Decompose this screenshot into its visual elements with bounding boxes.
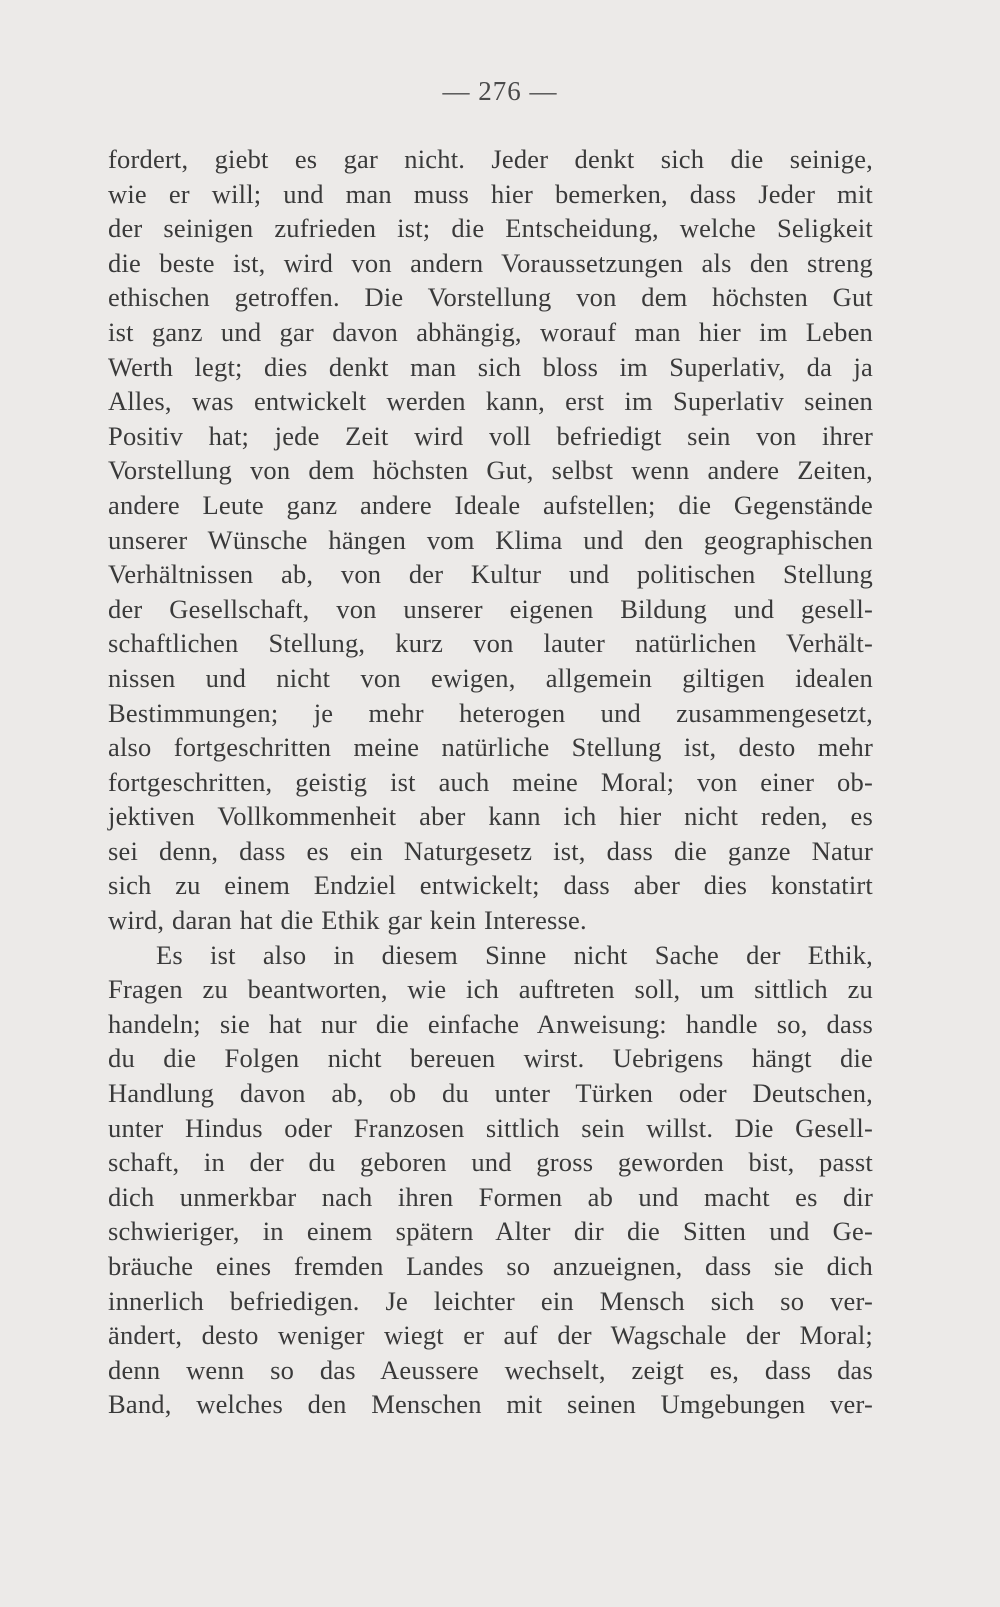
text-line: der Gesellschaft, von unserer eigenen Bildung und gesell- bbox=[108, 593, 873, 624]
text-line: Verhältnissen ab, von der Kultur und politischen Stellung bbox=[108, 559, 873, 590]
text-line: wird, daran hat die Ethik gar kein Interesse. bbox=[108, 905, 587, 936]
text-line: Handlung davon ab, ob du unter Türken oder Deutschen, bbox=[108, 1078, 873, 1109]
text-line: innerlich befriedigen. Je leichter ein Mensch sich so ver- bbox=[108, 1285, 873, 1316]
text-line: ändert, desto weniger wiegt er auf der Wagschale der Moral; bbox=[108, 1320, 873, 1351]
text-line: Band, welches den Menschen mit seinen Umgebungen ver- bbox=[108, 1389, 873, 1420]
text-line: sei denn, dass es ein Naturgesetz ist, dass die ganze Natur bbox=[108, 835, 873, 866]
text-line: Fragen zu beantworten, wie ich auftreten soll, um sittlich zu bbox=[108, 974, 873, 1005]
text-line: schwieriger, in einem spätern Alter dir die Sitten und Ge- bbox=[108, 1216, 873, 1247]
text-line: unserer Wünsche hängen vom Klima und den geographischen bbox=[108, 524, 873, 555]
text-line: sich zu einem Endziel entwickelt; dass aber dies konstatirt bbox=[108, 870, 873, 901]
text-line: ethischen getroffen. Die Vorstellung von dem höchsten Gut bbox=[108, 282, 873, 313]
text-line: der seinigen zufrieden ist; die Entscheidung, welche Seligkeit bbox=[108, 213, 873, 244]
text-line: handeln; sie hat nur die einfache Anweisung: handle so, dass bbox=[108, 1008, 873, 1039]
text-line: fortgeschritten, geistig ist auch meine Moral; von einer ob- bbox=[108, 766, 873, 797]
text-line: andere Leute ganz andere Ideale aufstellen; die Gegenstände bbox=[108, 489, 873, 520]
page-number: — 276 — bbox=[442, 76, 558, 106]
text-line: schaftlichen Stellung, kurz von lauter natürlichen Verhält- bbox=[108, 628, 873, 659]
text-line: fordert, giebt es gar nicht. Jeder denkt sich die seinige, bbox=[108, 144, 873, 174]
text-line: dich unmerkbar nach ihren Formen ab und macht es dir bbox=[108, 1181, 873, 1212]
text-line: also fortgeschritten meine natürliche Stellung ist, desto mehr bbox=[108, 732, 873, 763]
text-line: Alles, was entwickelt werden kann, erst im Superlativ seinen bbox=[108, 386, 873, 417]
text-line: Es ist also in diesem Sinne nicht Sache der Ethik, bbox=[156, 939, 873, 970]
body-text bbox=[108, 142, 873, 1422]
text-line: jektiven Vollkommenheit aber kann ich hier nicht reden, es bbox=[108, 801, 873, 832]
text-line: nissen und nicht von ewigen, allgemein giltigen idealen bbox=[108, 662, 873, 693]
text-line: Bestimmungen; je mehr heterogen und zusammengesetzt, bbox=[108, 697, 873, 728]
text-line: Vorstellung von dem höchsten Gut, selbst wenn andere Zeiten, bbox=[108, 455, 873, 486]
text-line: unter Hindus oder Franzosen sittlich sein willst. Die Gesell- bbox=[108, 1112, 873, 1143]
text-line: Positiv hat; jede Zeit wird voll befriedigt sein von ihrer bbox=[108, 420, 873, 451]
text-line: die beste ist, wird von andern Voraussetzungen als den streng bbox=[108, 247, 873, 278]
text-line: Werth legt; dies denkt man sich bloss im Superlativ, da ja bbox=[108, 351, 873, 382]
text-line: schaft, in der du geboren und gross geworden bist, passt bbox=[108, 1147, 873, 1178]
text-line: denn wenn so das Aeussere wechselt, zeigt es, dass das bbox=[108, 1354, 873, 1385]
text-line: wie er will; und man muss hier bemerken, dass Jeder mit bbox=[108, 178, 873, 209]
text-line: du die Folgen nicht bereuen wirst. Uebrigens hängt die bbox=[108, 1043, 873, 1074]
text-line: ist ganz und gar davon abhängig, worauf man hier im Leben bbox=[108, 316, 873, 347]
text-line: bräuche eines fremden Landes so anzueignen, dass sie dich bbox=[108, 1251, 873, 1281]
